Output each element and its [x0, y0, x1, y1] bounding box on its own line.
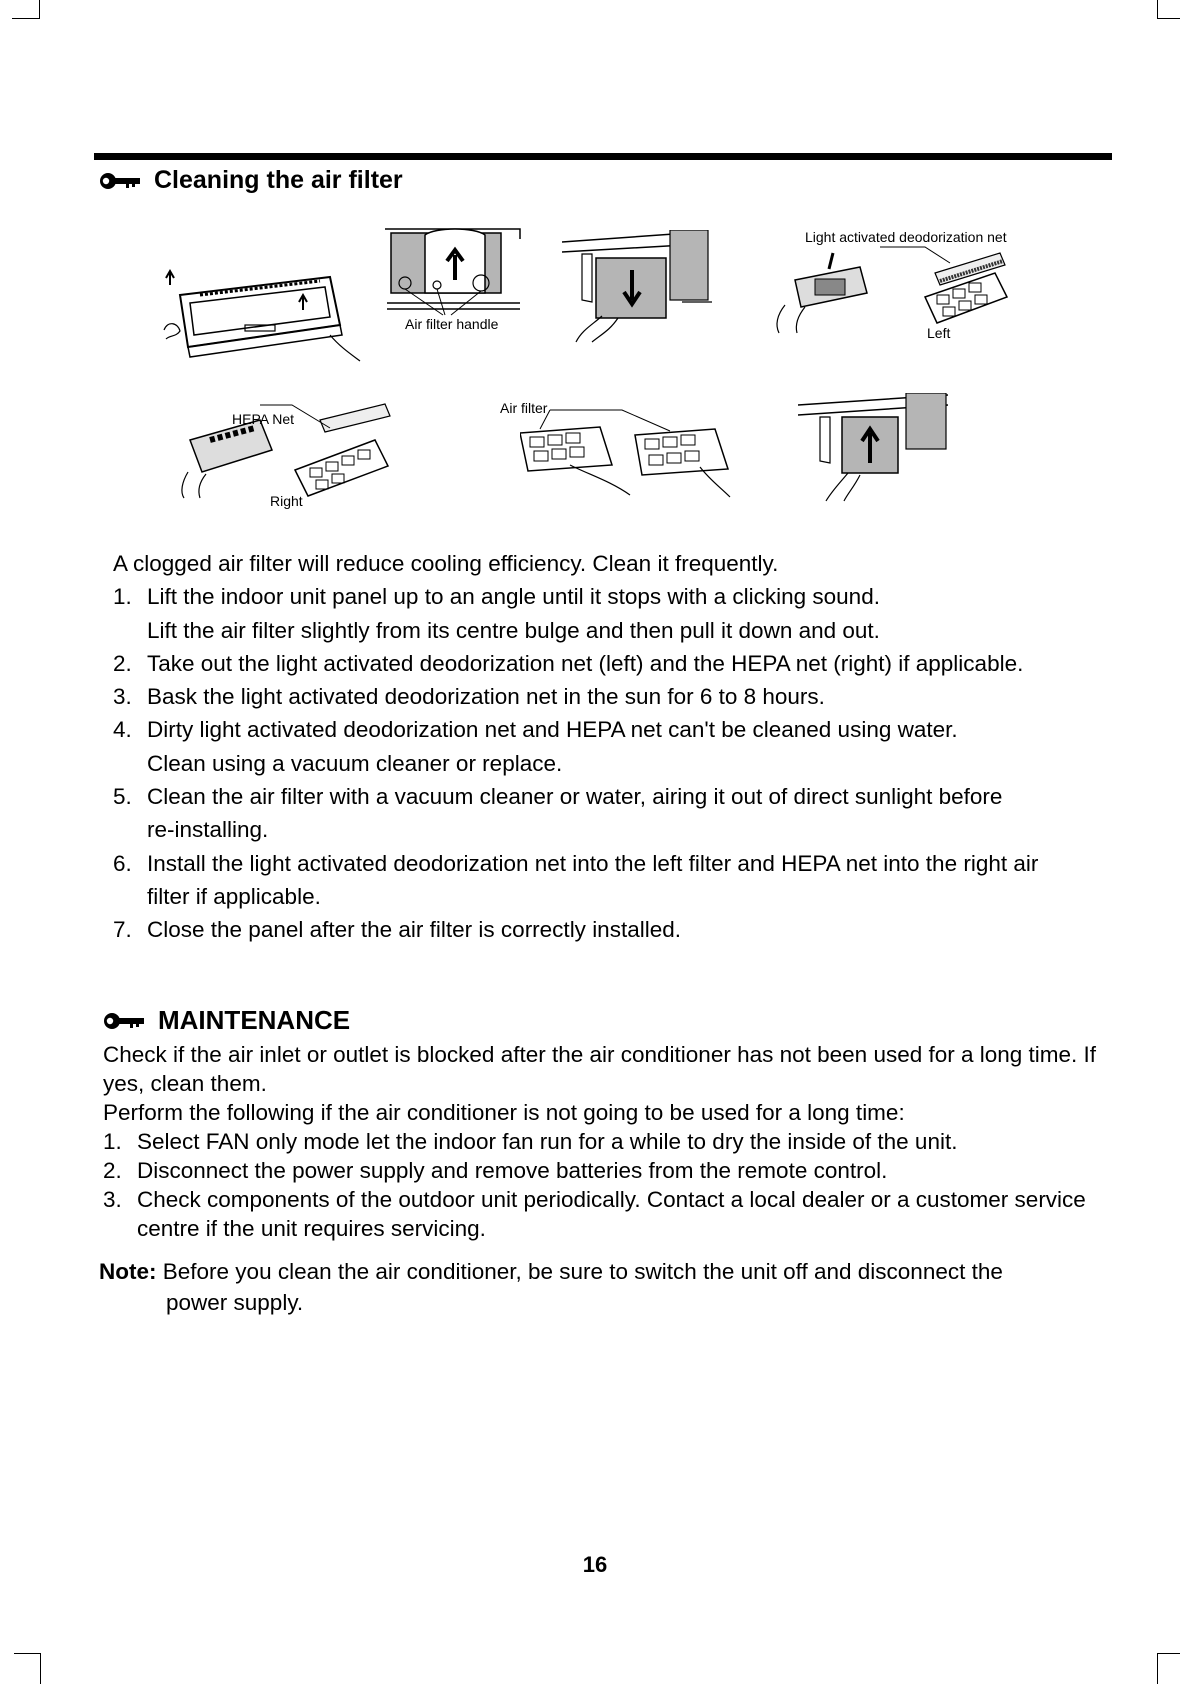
step-line: Close the panel after the air filter is correctly installed. [147, 917, 681, 943]
key-icon [98, 171, 142, 191]
step-number: 2. [113, 650, 132, 676]
cleaning-steps [113, 580, 1113, 946]
section-title: MAINTENANCE [158, 1005, 351, 1035]
step-line: Dirty light activated deodorization net and HEPA net can't be cleaned using water. [147, 717, 958, 743]
step-line: Clean using a vacuum cleaner or replace. [147, 750, 563, 776]
list-item [103, 1127, 1103, 1156]
illustration-filter-handle [385, 225, 525, 320]
label-air-filter-handle: Air filter handle [405, 316, 499, 332]
step-line: Lift the indoor unit panel up to an angle until it stops with a clicking sound. [147, 584, 880, 610]
label-air-filter: Air filter [500, 400, 548, 416]
step-line: Bask the light activated deodorization net in the sun for 6 to 8 hours. [147, 684, 825, 710]
step-line: re-installing. [147, 817, 269, 843]
section-heading-cleaning [98, 166, 403, 195]
illustration-lift-panel [160, 265, 370, 375]
crop-mark-bottom-left [14, 1653, 41, 1684]
illustration-reinstall-filter [798, 393, 958, 503]
section-title: Cleaning the air filter [154, 166, 403, 194]
step-number: 5. [113, 784, 132, 810]
step-text: Select FAN only mode let the indoor fan run for a while to dry the inside of the unit. [137, 1129, 958, 1154]
page-number: 16 [582, 1552, 608, 1577]
step-line: Install the light activated deodorization net into the left filter and HEPA net into the right air [147, 850, 1039, 876]
label-right: Right [270, 493, 303, 509]
list-item [113, 580, 1113, 647]
step-number: 6. [113, 850, 132, 876]
label-deodorization-net: Light activated deodorization net [805, 229, 1007, 245]
note-label: Note: [99, 1259, 157, 1284]
step-line: Lift the air filter slightly from its centre bulge and then pull it down and out. [147, 617, 880, 643]
maintenance-para: Check if the air inlet or outlet is blocked after the air conditioner has not been used for a long time. If yes, clean them. [103, 1042, 1097, 1096]
step-line: filter if applicable. [147, 883, 321, 909]
list-item [113, 713, 1113, 780]
crop-mark-top-right [1157, 0, 1180, 19]
list-item [113, 647, 1113, 680]
list-item [113, 680, 1113, 713]
step-line: Clean the air filter with a vacuum cleaner or water, airing it out of direct sunlight before [147, 784, 1003, 810]
cleaning-instructions [113, 547, 1113, 947]
step-number: 1. [113, 584, 132, 610]
step-number: 7. [113, 917, 132, 943]
cleaning-intro: A clogged air filter will reduce cooling efficiency. Clean it frequently. [113, 551, 779, 576]
section-heading-maintenance [102, 1005, 350, 1036]
illustration-pull-filter-down [562, 230, 712, 345]
step-number: 4. [113, 717, 132, 743]
list-item [103, 1185, 1103, 1243]
note-line: Before you clean the air conditioner, be sure to switch the unit off and disconnect the [162, 1259, 1003, 1284]
step-text: Check components of the outdoor unit periodically. Contact a local dealer or a customer service centre if the unit requires servicing. [137, 1187, 1086, 1241]
key-icon [102, 1011, 146, 1031]
crop-mark-top-left [12, 0, 40, 19]
maintenance-steps [103, 1127, 1103, 1243]
note-line: power supply. [166, 1290, 304, 1315]
crop-mark-bottom-right [1157, 1653, 1180, 1684]
illustration-hepa-net [180, 400, 420, 500]
step-number: 2. [103, 1158, 122, 1183]
list-item [103, 1156, 1103, 1185]
list-item [113, 780, 1113, 847]
list-item [113, 913, 1113, 946]
maintenance-instructions [103, 1040, 1103, 1243]
step-number: 3. [103, 1187, 122, 1212]
step-number: 1. [103, 1129, 122, 1154]
maintenance-para: Perform the following if the air conditioner is not going to be used for a long time: [103, 1100, 905, 1125]
label-hepa-net: HEPA Net [232, 411, 294, 427]
step-text: Disconnect the power supply and remove batteries from the remote control. [137, 1158, 888, 1183]
cleaning-illustrations [150, 225, 1100, 525]
label-left: Left [927, 325, 951, 341]
illustration-deodorization-net [775, 245, 1015, 335]
illustration-air-filter-clean [520, 405, 760, 500]
top-rule [94, 153, 1112, 160]
step-line: Take out the light activated deodorization net (left) and the HEPA net (right) if applicable. [147, 650, 1024, 676]
list-item [113, 847, 1113, 914]
note [99, 1256, 1099, 1318]
step-number: 3. [113, 684, 132, 710]
